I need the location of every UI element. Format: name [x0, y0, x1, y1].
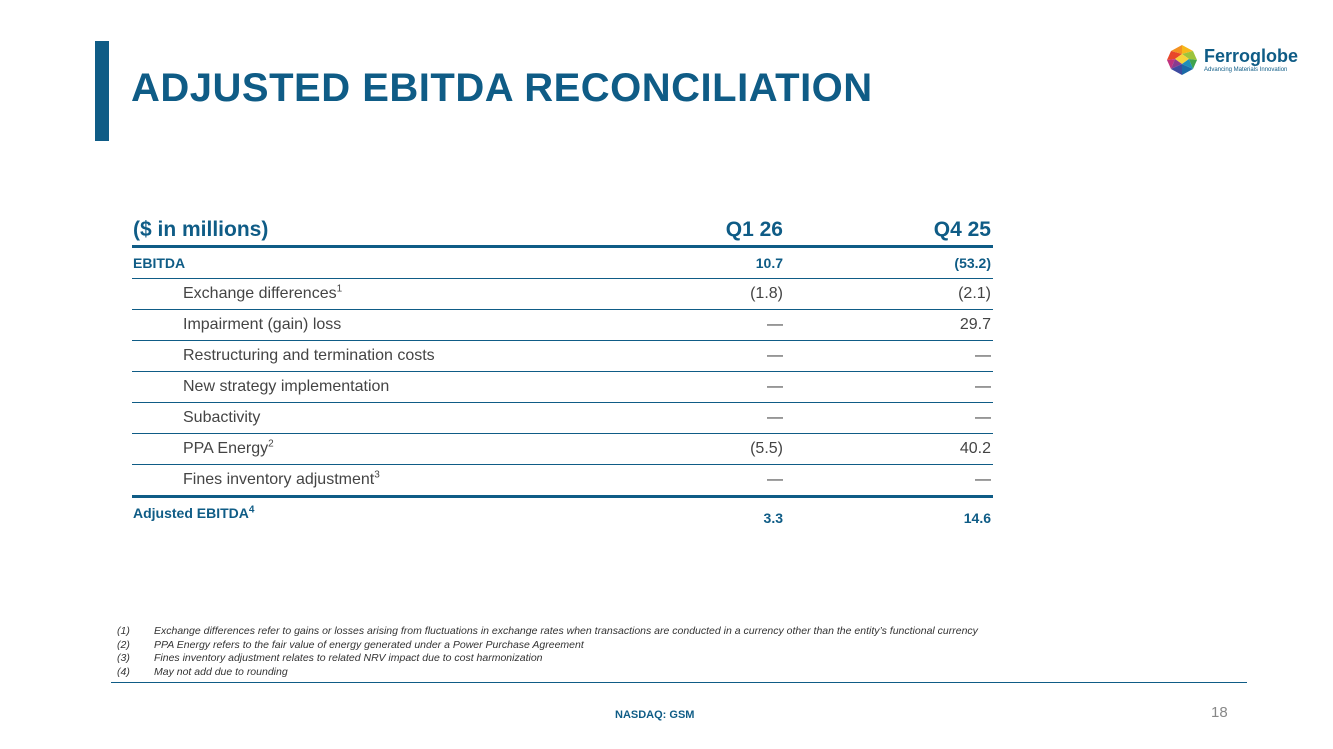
- footnote-marker: 4: [248, 504, 255, 516]
- column-header-q1-26: Q1 26: [725, 218, 783, 241]
- table-row: [132, 465, 993, 498]
- footnote-number: (3): [117, 652, 130, 664]
- table-header-row: [132, 214, 993, 248]
- footnote-text: PPA Energy refers to the fair value of energy generated under a Power Purchase Agreement: [154, 638, 584, 651]
- footnotes: [117, 625, 1227, 679]
- logo-wordmark: Ferroglobe: [1204, 45, 1299, 66]
- footnote-text: May not add due to rounding: [154, 665, 288, 678]
- row-label: Impairment (gain) loss: [183, 316, 342, 333]
- stock-ticker: NASDAQ: GSM: [615, 709, 695, 721]
- value-q4-25: (53.2): [954, 255, 991, 271]
- row-label: Exchange differences$^1$: [183, 283, 343, 302]
- slide-title: ADJUSTED EBITDA RECONCILIATION: [131, 66, 873, 110]
- footnote: [117, 625, 1227, 639]
- row-label: EBITDA: [133, 255, 186, 271]
- footnote-text: Fines inventory adjustment relates to related NRV impact due to cost harmonization: [154, 652, 543, 664]
- page-number: 18: [1211, 704, 1228, 721]
- units-header: ($ in millions): [133, 218, 269, 241]
- row-label: Subactivity: [183, 409, 261, 426]
- footnote: [117, 666, 1227, 680]
- value-q4-25: —: [975, 347, 991, 364]
- footnote-number: (4): [117, 665, 130, 678]
- value-q1-26: —: [767, 409, 783, 426]
- value-q4-25: 14.6: [963, 510, 991, 526]
- table-row: [132, 372, 993, 403]
- table-row: [132, 341, 993, 372]
- value-q1-26: 3.3: [763, 510, 783, 526]
- value-q4-25: —: [975, 471, 991, 488]
- row-label: Restructuring and termination costs: [183, 347, 435, 364]
- footnote-number: (1): [117, 625, 130, 637]
- table-row: [132, 279, 993, 310]
- row-label: New strategy implementation: [183, 378, 390, 395]
- table-row: [132, 434, 993, 465]
- value-q1-26: —: [767, 347, 783, 364]
- ferroglobe-globe-icon: [1166, 44, 1198, 76]
- value-q4-25: 40.2: [959, 440, 991, 457]
- footnote-marker: 2: [268, 438, 274, 450]
- ebitda-row: [132, 248, 993, 279]
- value-q1-26: —: [767, 378, 783, 395]
- adjusted-ebitda-row: [132, 498, 993, 532]
- row-label: PPA Energy$^2$: [183, 438, 274, 457]
- footnote: [117, 639, 1227, 653]
- title-accent-bar: [95, 41, 109, 141]
- ebitda-reconciliation-table: [132, 214, 993, 532]
- table-row: [132, 310, 993, 341]
- column-header-q4-25: Q4 25: [933, 218, 991, 241]
- value-q4-25: —: [975, 409, 991, 426]
- company-logo: [1166, 42, 1299, 78]
- logo-tagline: Advancing Materials Innovation: [1204, 66, 1288, 73]
- value-q4-25: 29.7: [959, 316, 991, 333]
- value-q4-25: —: [975, 378, 991, 395]
- footnote-marker: 1: [336, 283, 343, 295]
- value-q1-26: (1.8): [750, 285, 783, 302]
- footnote: [117, 652, 1227, 666]
- row-label: Adjusted EBITDA$^4$: [133, 504, 255, 521]
- value-q1-26: —: [767, 471, 783, 488]
- value-q1-26: —: [767, 316, 783, 333]
- footnote-marker: 3: [374, 469, 380, 481]
- table-row: [132, 403, 993, 434]
- value-q1-26: (5.5): [750, 440, 783, 457]
- footnote-number: (2): [117, 638, 130, 651]
- footnote-text: Exchange differences refer to gains or losses arising from fluctuations in exchange rates when transactions are conducted in a currency other than the entity’s functional currency: [154, 625, 978, 637]
- value-q1-26: 10.7: [755, 255, 783, 271]
- footer-divider: [111, 682, 1247, 683]
- row-label: Fines inventory adjustment$^3$: [183, 469, 380, 488]
- value-q4-25: (2.1): [958, 285, 991, 302]
